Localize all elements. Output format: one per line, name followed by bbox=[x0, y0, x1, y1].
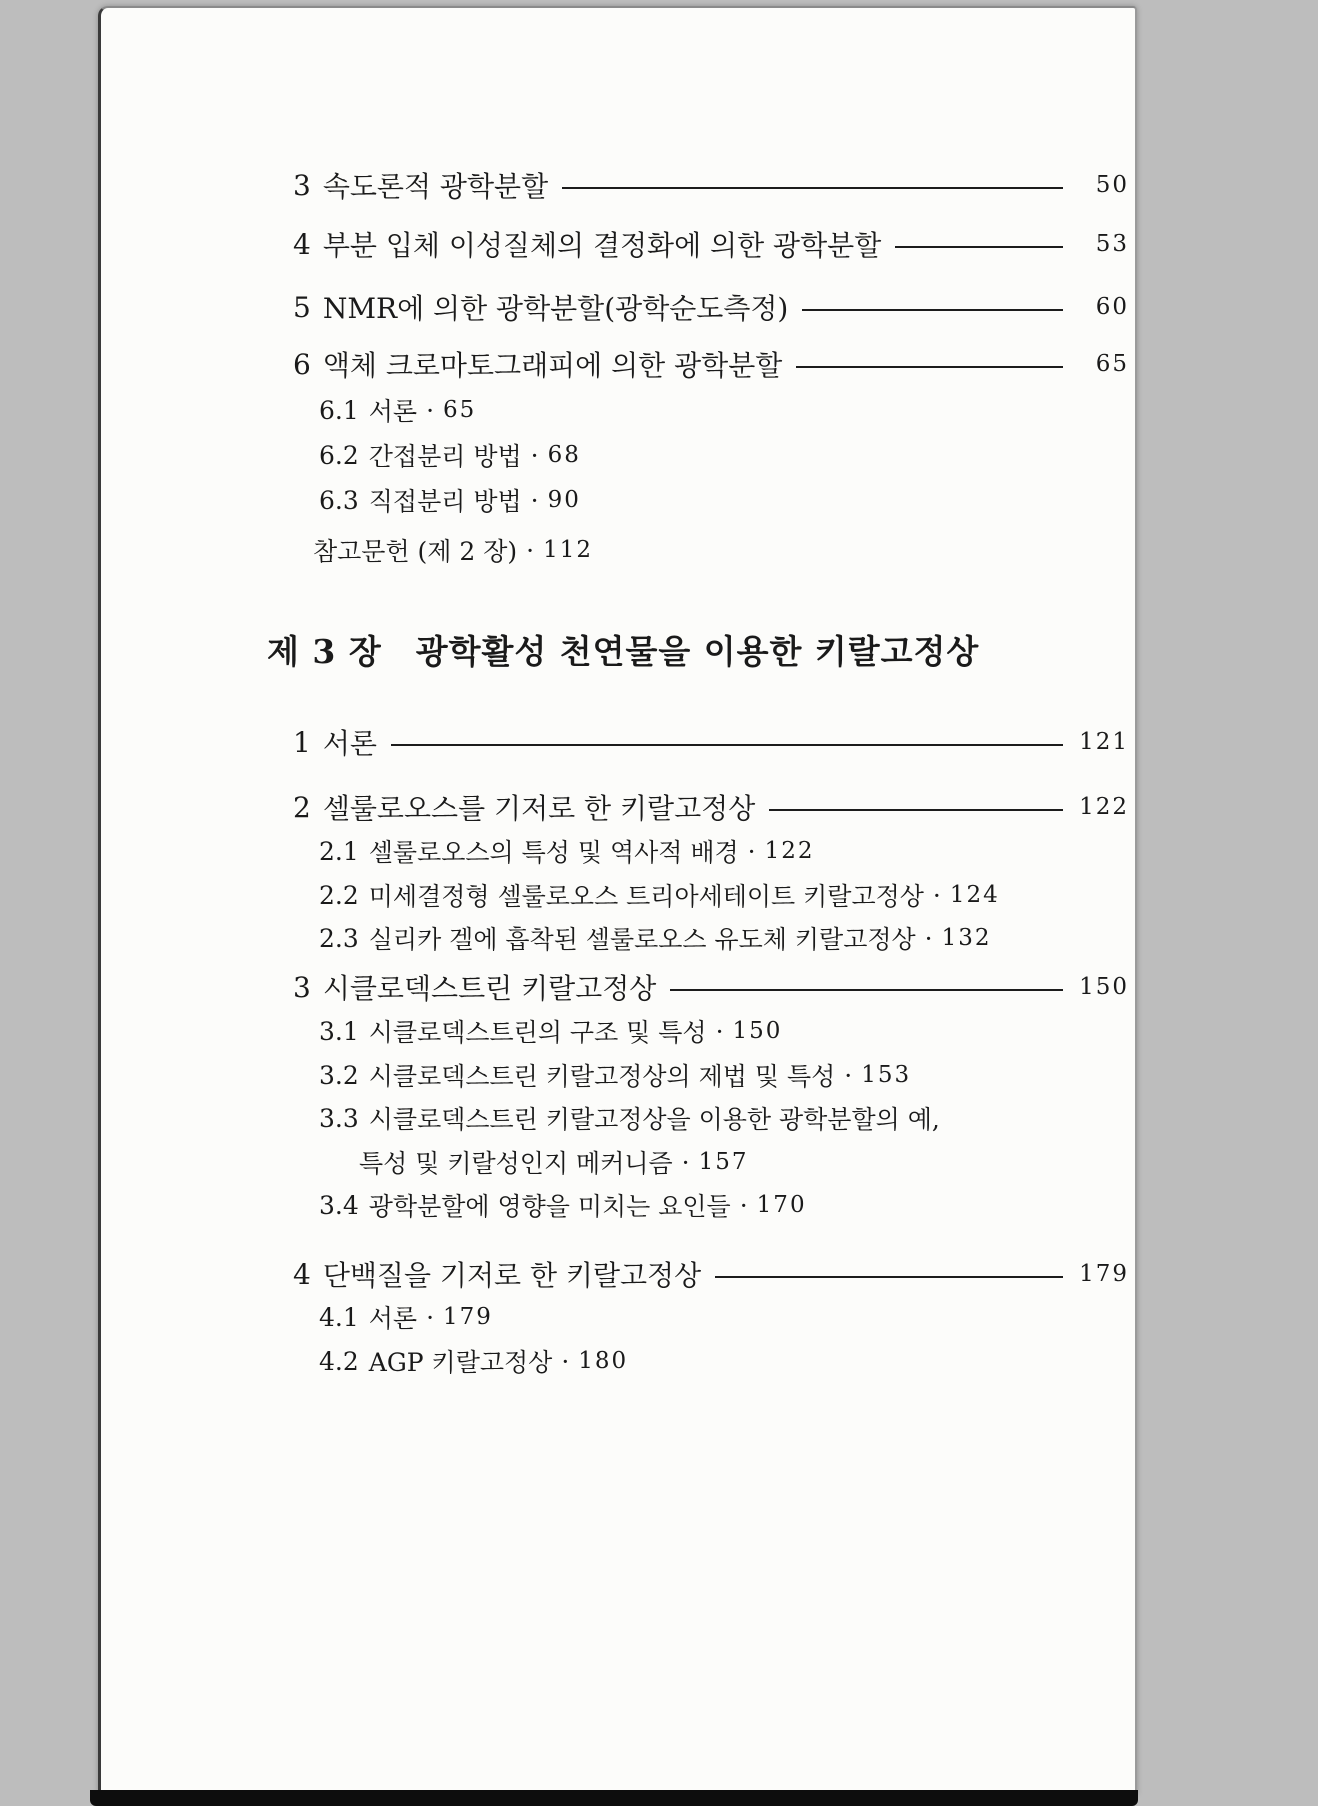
references-label: 참고문헌 (제 2 장) bbox=[313, 537, 518, 566]
entry-number: 4 bbox=[293, 227, 311, 261]
middot-separator: · bbox=[844, 1060, 853, 1090]
page-number: 90 bbox=[547, 487, 581, 513]
toc-subentry bbox=[319, 1057, 911, 1093]
middot-separator: · bbox=[739, 1190, 748, 1220]
entry-title: 단백질을 기저로 한 키랄고정상 bbox=[322, 1259, 702, 1292]
entry-number: 3 bbox=[293, 168, 311, 202]
entry-title: 실리카 겔에 흡착된 셀룰로오스 유도체 키랄고정상 bbox=[368, 925, 916, 954]
entry-title: 광학분할에 영향을 미치는 요인들 bbox=[368, 1192, 731, 1221]
entry-title: 간접분리 방법 bbox=[368, 442, 522, 471]
page-number: 170 bbox=[756, 1192, 807, 1218]
toc-entry bbox=[293, 967, 1129, 1007]
entry-number: 3 bbox=[293, 970, 311, 1004]
entry-number: 2.3 bbox=[319, 923, 359, 953]
page-number: 65 bbox=[443, 397, 477, 423]
toc-subentry bbox=[319, 877, 1000, 913]
entry-number: 5 bbox=[293, 290, 311, 324]
entry-number: 4.2 bbox=[319, 1346, 359, 1376]
middot-separator: · bbox=[747, 836, 756, 866]
entry-title: 시클로덱스트린의 구조 및 특성 bbox=[368, 1018, 707, 1047]
entry-title: 부분 입체 이성질체의 결정화에 의한 광학분할 bbox=[322, 229, 882, 262]
entry-number: 3.2 bbox=[319, 1060, 359, 1090]
page-number: 180 bbox=[578, 1348, 629, 1374]
page-number: 50 bbox=[1095, 172, 1129, 198]
entry-title: 서론 bbox=[368, 397, 418, 426]
toc-subentry-continuation bbox=[359, 1144, 749, 1180]
entry-title: 특성 및 키랄성인지 메커니즘 bbox=[359, 1149, 673, 1178]
toc-subentry bbox=[319, 1343, 628, 1379]
chapter-label: 제 3 장 bbox=[267, 632, 382, 671]
page-number: 65 bbox=[1095, 351, 1129, 377]
page-number: 157 bbox=[698, 1149, 749, 1175]
entry-number: 3.3 bbox=[319, 1103, 359, 1133]
entry-number: 3.4 bbox=[319, 1190, 359, 1220]
middot-separator: · bbox=[426, 1302, 435, 1332]
entry-title: 시클로덱스트린 키랄고정상을 이용한 광학분할의 예, bbox=[368, 1105, 940, 1134]
scan-bottom-edge bbox=[90, 1790, 1138, 1806]
middot-separator: · bbox=[924, 923, 933, 953]
entry-title: 액체 크로마토그래피에 의한 광학분할 bbox=[322, 349, 783, 382]
entry-title: 셀룰로오스의 특성 및 역사적 배경 bbox=[368, 838, 739, 867]
page-number: 150 bbox=[732, 1018, 783, 1044]
middot-separator: · bbox=[526, 535, 535, 565]
toc-entry bbox=[293, 344, 1129, 384]
references-entry bbox=[313, 532, 593, 568]
entry-title: 시클로덱스트린 키랄고정상 bbox=[322, 972, 657, 1005]
page-number: 150 bbox=[1079, 974, 1129, 1000]
toc-subentry bbox=[319, 1013, 782, 1049]
entry-title: AGP 키랄고정상 bbox=[368, 1348, 553, 1377]
toc-entry bbox=[293, 165, 1129, 205]
page-number: 124 bbox=[949, 882, 1000, 908]
page-number: 153 bbox=[861, 1062, 912, 1088]
middot-separator: · bbox=[715, 1016, 724, 1046]
page-number: 121 bbox=[1079, 729, 1129, 755]
leader-line bbox=[715, 1276, 1063, 1278]
page-number: 179 bbox=[1079, 1261, 1129, 1287]
leader-line bbox=[769, 809, 1063, 811]
entry-number: 4 bbox=[293, 1257, 311, 1291]
toc-subentry bbox=[319, 1187, 807, 1223]
entry-number: 6.2 bbox=[319, 440, 359, 470]
middot-separator: · bbox=[530, 440, 539, 470]
page-number: 112 bbox=[543, 537, 594, 563]
entry-number: 6.1 bbox=[319, 395, 359, 425]
entry-number: 6.3 bbox=[319, 485, 359, 515]
page-number: 132 bbox=[941, 925, 992, 951]
toc-subentry bbox=[319, 1100, 940, 1136]
toc-entry bbox=[293, 1254, 1129, 1294]
entry-number: 1 bbox=[293, 725, 311, 759]
leader-line bbox=[562, 187, 1063, 189]
page-number: 122 bbox=[764, 838, 815, 864]
leader-line bbox=[670, 989, 1063, 991]
scanned-book-page bbox=[98, 6, 1137, 1794]
toc-subentry bbox=[319, 482, 581, 518]
entry-number: 2.2 bbox=[319, 880, 359, 910]
entry-number: 2.1 bbox=[319, 836, 359, 866]
entry-title: 속도론적 광학분할 bbox=[322, 170, 549, 203]
page-number: 60 bbox=[1095, 294, 1129, 320]
leader-line bbox=[895, 246, 1063, 248]
middot-separator: · bbox=[426, 395, 435, 425]
toc-subentry bbox=[319, 392, 476, 428]
page-number: 122 bbox=[1079, 794, 1129, 820]
entry-title: 서론 bbox=[322, 727, 377, 760]
entry-title: 서론 bbox=[368, 1304, 418, 1333]
leader-line bbox=[391, 744, 1063, 746]
toc-entry bbox=[293, 787, 1129, 827]
entry-number: 4.1 bbox=[319, 1302, 359, 1332]
toc-subentry bbox=[319, 1299, 493, 1335]
toc-entry bbox=[293, 287, 1129, 327]
toc-subentry bbox=[319, 437, 581, 473]
page-number: 68 bbox=[547, 442, 581, 468]
middot-separator: · bbox=[681, 1147, 690, 1177]
entry-number: 2 bbox=[293, 790, 311, 824]
leader-line bbox=[796, 366, 1063, 368]
entry-title: 시클로덱스트린 키랄고정상의 제법 및 특성 bbox=[368, 1062, 836, 1091]
page-number: 179 bbox=[443, 1304, 493, 1330]
toc-entry bbox=[293, 722, 1129, 762]
middot-separator: · bbox=[561, 1346, 570, 1376]
middot-separator: · bbox=[932, 880, 941, 910]
chapter-title: 광학활성 천연물을 이용한 키랄고정상 bbox=[415, 632, 980, 671]
entry-title: 미세결정형 셀룰로오스 트리아세테이트 키랄고정상 bbox=[368, 882, 924, 911]
leader-line bbox=[802, 309, 1063, 311]
entry-title: 셀룰로오스를 기저로 한 키랄고정상 bbox=[322, 792, 756, 825]
chapter-heading bbox=[267, 626, 979, 673]
entry-title: 직접분리 방법 bbox=[368, 487, 522, 516]
toc-entry bbox=[293, 224, 1129, 264]
toc-subentry bbox=[319, 833, 815, 869]
page-number: 53 bbox=[1095, 231, 1129, 257]
entry-number: 6 bbox=[293, 347, 311, 381]
entry-title: NMR에 의한 광학분할(광학순도측정) bbox=[322, 292, 789, 325]
toc-subentry bbox=[319, 920, 992, 956]
entry-number: 3.1 bbox=[319, 1016, 359, 1046]
middot-separator: · bbox=[530, 485, 539, 515]
